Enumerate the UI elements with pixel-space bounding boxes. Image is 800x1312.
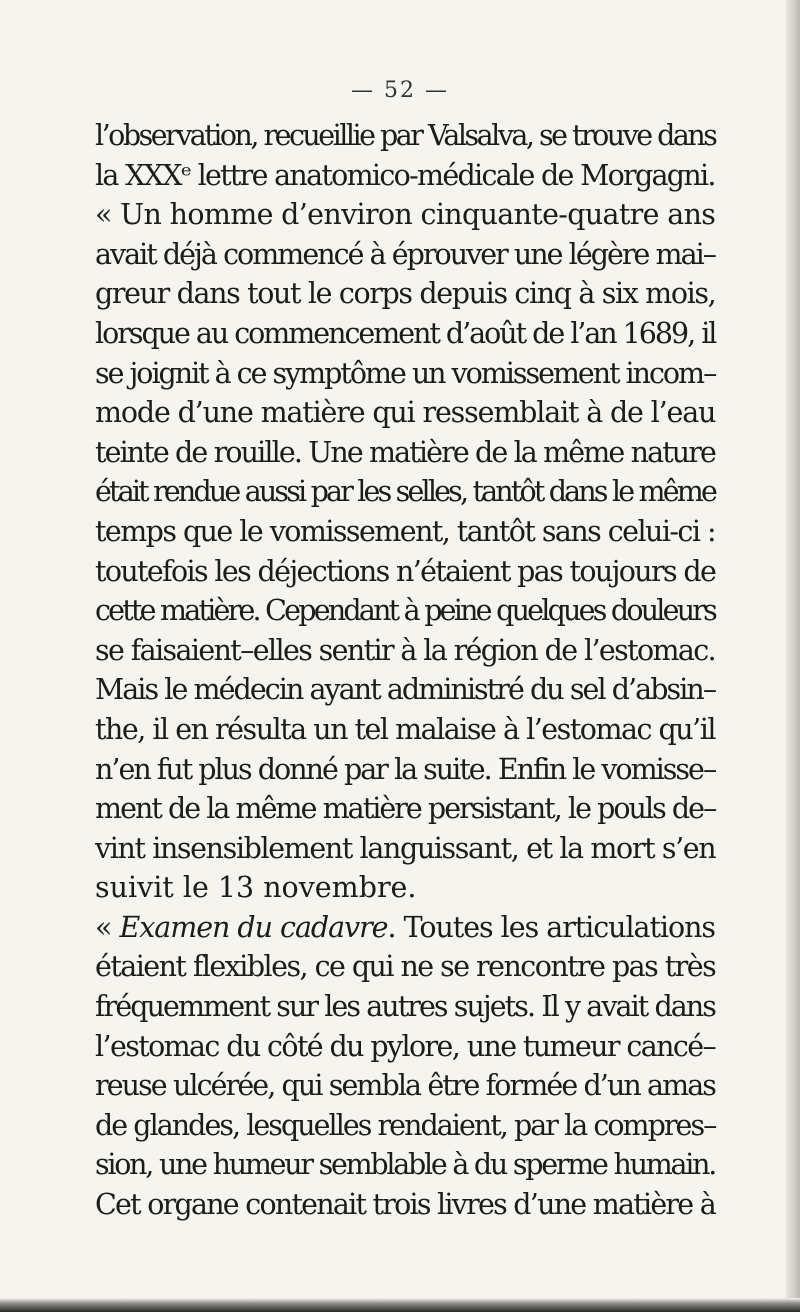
text-line: « Examen du cadavre. Toutes les articulations <box>95 910 715 944</box>
page-number: — 52 — <box>351 78 449 103</box>
text-line: ment de la même matière persistant, le pouls de– <box>95 792 716 826</box>
text-line: suivit le 13 novembre. <box>95 871 417 905</box>
text-line: the, il en résulta un tel malaise à l’estomac qu’il <box>95 712 715 746</box>
italic-heading: Examen du cadavre <box>119 910 388 944</box>
text-line: se joignit à ce symptôme un vomissement incom– <box>95 356 716 390</box>
text-line: vint insensiblement languissant, et la mort s’en <box>95 831 716 865</box>
text-line: greur dans tout le corps depuis cinq à six mois, <box>95 277 716 311</box>
text-line: « Un homme d’environ cinquante-quatre ans <box>95 198 716 232</box>
text-line: de glandes, lesquelles rendaient, par la compres– <box>95 1108 716 1142</box>
text-line: sion, une humeur semblable à du sperme humain. <box>95 1148 716 1182</box>
text-line: étaient flexibles, ce qui ne se rencontre pas très <box>95 950 716 984</box>
text-line: la XXXᵉ lettre anatomico-médicale de Morgagni. <box>95 158 715 192</box>
text-line: cette matière. Cependant à peine quelques douleurs <box>95 594 715 628</box>
text-line: Cet organe contenait trois livres d’une matière à <box>95 1188 715 1222</box>
text-line: était rendue aussi par les selles, tantôt dans le même <box>95 475 716 509</box>
text-line: fréquemment sur les autres sujets. Il y avait dans <box>95 990 715 1024</box>
text-line: se faisaient–elles sentir à la région de l’estomac. <box>95 633 715 667</box>
text-line: reuse ulcérée, qui sembla être formée d’un amas <box>95 1069 715 1103</box>
text-line: l’estomac du côté du pylore, une tumeur cancé– <box>95 1029 716 1063</box>
text-line: mode d’une matière qui ressemblait à de l’eau <box>95 396 716 430</box>
text-line: toutefois les déjections n’étaient pas toujours de <box>95 554 716 588</box>
text-line: avait déjà commencé à éprouver une légère mai– <box>95 237 715 271</box>
text-line: teinte de rouille. Une matière de la même nature <box>95 435 715 469</box>
text-line: l’observation, recueillie par Valsalva, se trouve dans <box>95 119 716 152</box>
bottom-edge <box>0 1298 800 1312</box>
body-text <box>95 116 715 1225</box>
text-line: Mais le médecin ayant administré du sel d’absin– <box>95 673 716 707</box>
text-line: temps que le vomissement, tantôt sans celui-ci : <box>95 514 715 548</box>
text-line: lorsque au commencement d’août de l’an 1689, il <box>95 316 716 350</box>
page-edge <box>786 0 800 1312</box>
text-line: n’en fut plus donné par la suite. Enfin le vomisse– <box>95 752 716 786</box>
